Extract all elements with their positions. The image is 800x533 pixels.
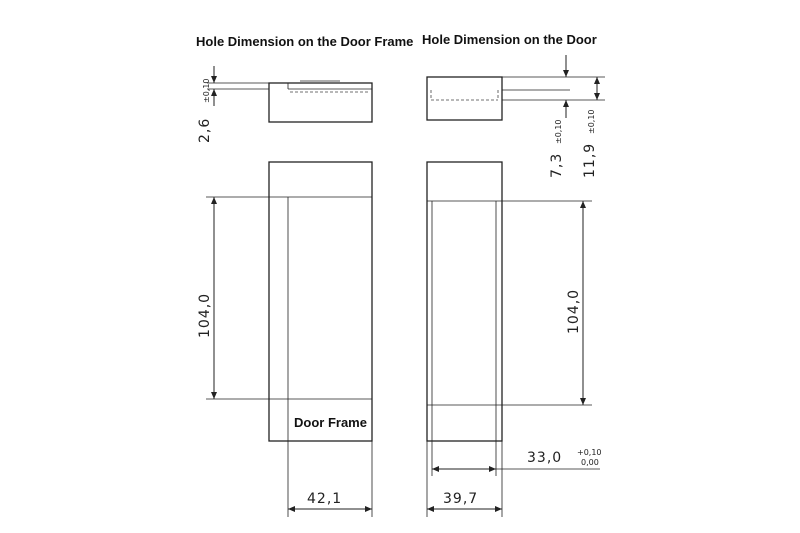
frame-front-view	[269, 162, 372, 441]
frame-height-dimension	[197, 197, 269, 399]
door-inner-width-tol-upper: +0,10	[577, 448, 602, 457]
door-depth-inner-value: 7,3	[549, 152, 565, 178]
frame-width-dimension	[288, 441, 372, 517]
door-frame-label: Door Frame	[294, 415, 367, 430]
door-inner-width-tol-lower: 0,00	[581, 458, 599, 467]
frame-depth-value: 2,6	[197, 117, 213, 143]
door-top-view	[427, 77, 502, 120]
door-front-view	[427, 162, 502, 441]
frame-depth-tolerance: ±0,10	[202, 78, 211, 103]
frame-title: Hole Dimension on the Door Frame	[196, 34, 414, 49]
door-height-dimension	[502, 201, 592, 405]
door-width-value: 39,7	[443, 491, 479, 507]
door-depth-dimensions	[502, 55, 605, 178]
frame-depth-dimension	[197, 66, 269, 143]
door-title: Hole Dimension on the Door	[422, 32, 597, 47]
door-width-dimension	[427, 441, 502, 517]
door-depth-inner-tolerance: ±0,10	[554, 119, 563, 144]
door-height-value: 104,0	[566, 288, 582, 334]
door-depth-outer-tolerance: ±0,10	[587, 109, 596, 134]
frame-top-view	[269, 81, 372, 122]
frame-width-value: 42,1	[307, 491, 343, 507]
door-inner-width-value: 33,0	[527, 450, 563, 466]
door-depth-outer-value: 11,9	[582, 142, 598, 178]
frame-height-value: 104,0	[197, 292, 213, 338]
